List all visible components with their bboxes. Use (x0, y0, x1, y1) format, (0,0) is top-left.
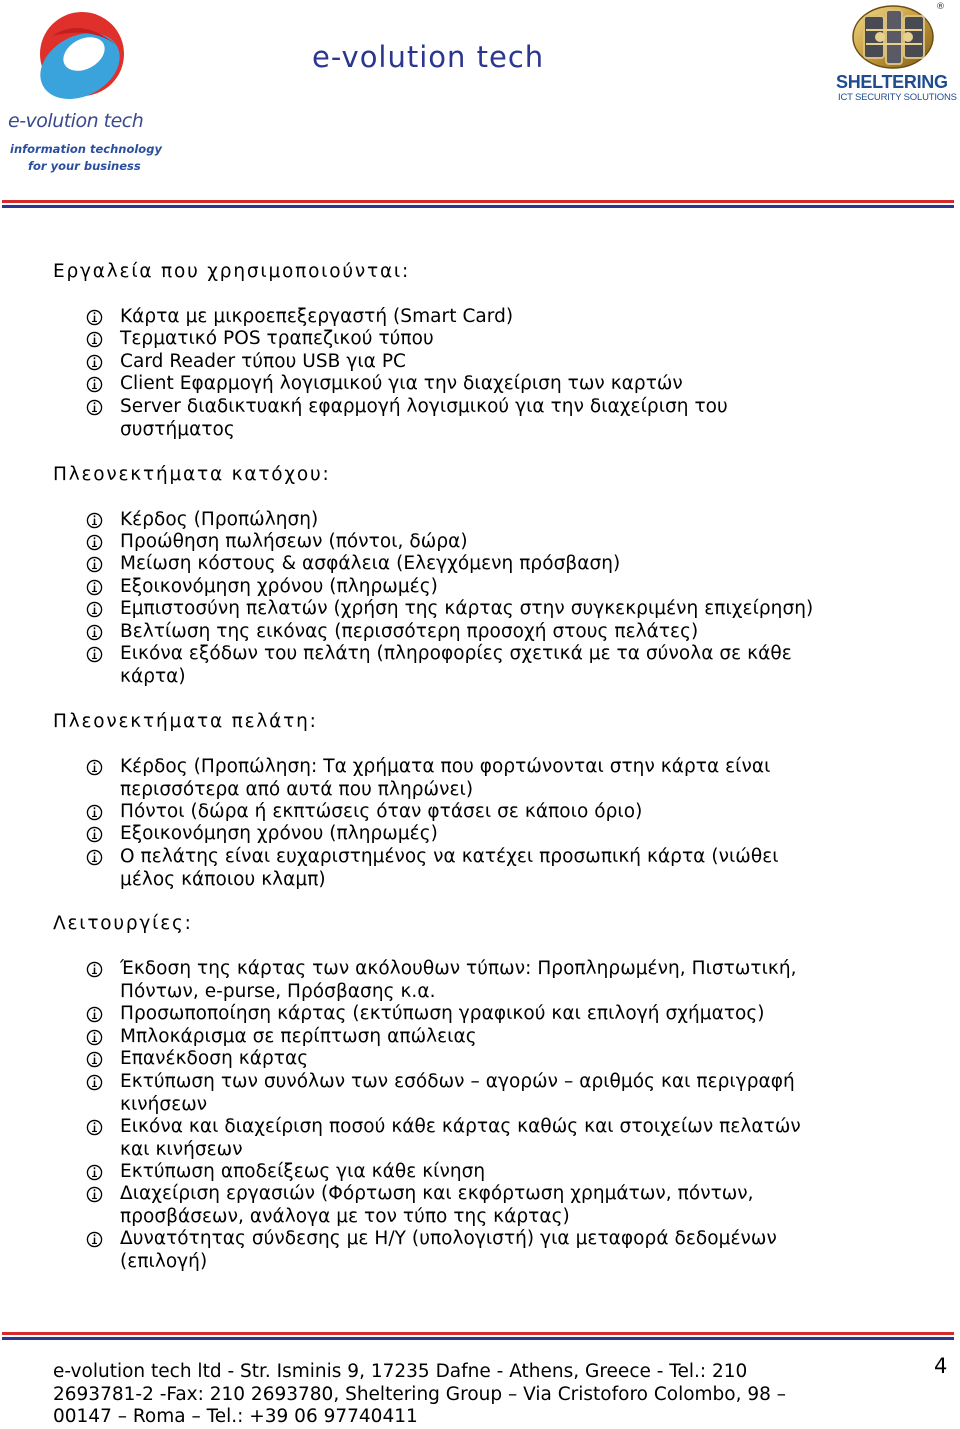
list-item-text: Κέρδος (Προπώληση: Τα χρήματα που φορτώνονται στην κάρτα είναι περισσότερα από αυτά που πληρώνει) (120, 756, 771, 800)
info-circle-icon (86, 376, 103, 393)
info-circle-icon (86, 331, 103, 348)
info-circle-icon (86, 759, 103, 776)
list-item-text: Τερματικό POS τραπεζικού τύπου (120, 328, 434, 349)
logo-brand-text: e-volution tech (8, 110, 144, 132)
sheltering-logo (828, 2, 958, 106)
info-circle-icon (86, 1164, 103, 1181)
list-item-text: Card Reader τύπου USB για PC (120, 351, 407, 372)
info-circle-icon (86, 534, 103, 551)
list-item-text: Client Εφαρμογή λογισμικού για την διαχείριση των καρτών (120, 373, 683, 394)
info-circle-icon (86, 1029, 103, 1046)
info-circle-icon (86, 826, 103, 843)
list-item-text: Βελτίωση της εικόνας (περισσότερη προσοχή στους πελάτες) (120, 621, 699, 642)
list-item-text: Επανέκδοση κάρτας (120, 1048, 309, 1069)
info-circle-icon (86, 849, 103, 866)
registered-mark: ® (936, 2, 945, 12)
info-circle-icon (86, 646, 103, 663)
sheltering-emblem-icon (850, 4, 936, 70)
info-circle-icon (86, 309, 103, 326)
info-circle-icon (86, 354, 103, 371)
list-item-text: Εικόνα εξόδων του πελάτη (πληροφορίες σχετικά με τα σύνολα σε κάθε κάρτα) (120, 643, 792, 687)
list-item-text: Πόντοι (δώρα ή εκπτώσεις όταν φτάσει σε κάποιο όριο) (120, 801, 643, 822)
list-item-text: Προώθηση πωλήσεων (πόντοι, δώρα) (120, 531, 468, 552)
list-item-text: Server διαδικτυακή εφαρμογή λογισμικού για την διαχείριση του συστήματος (120, 396, 728, 440)
section-heading-customer-benefits: Πλεονεκτήματα πελάτη: (53, 711, 318, 732)
header-divider (2, 200, 954, 208)
list-item-text: Κέρδος (Προπώληση) (120, 509, 319, 530)
info-circle-icon (86, 804, 103, 821)
info-circle-icon (86, 1074, 103, 1091)
footer-divider (2, 1332, 954, 1340)
list-item-text: Προσωποποίηση κάρτας (εκτύπωση γραφικού και επιλογή σχήματος) (120, 1003, 765, 1024)
info-circle-icon (86, 1051, 103, 1068)
sheltering-subtitle: ICT SECURITY SOLUTIONS (838, 92, 957, 103)
info-circle-icon (86, 1006, 103, 1023)
header-title: e-volution tech (312, 40, 545, 74)
evolution-globe-icon (32, 6, 132, 106)
evolution-tech-logo (6, 6, 176, 178)
info-circle-icon (86, 1231, 103, 1248)
list-item-text: Εκτύπωση αποδείξεως για κάθε κίνηση (120, 1161, 486, 1182)
info-circle-icon (86, 579, 103, 596)
logo-tagline-1: information technology (10, 142, 162, 156)
page-number: 4 (934, 1354, 948, 1378)
info-circle-icon (86, 556, 103, 573)
info-circle-icon (86, 512, 103, 529)
info-circle-icon (86, 601, 103, 618)
list-item-text: Μείωση κόστους & ασφάλεια (Ελεγχόμενη πρόσβαση) (120, 553, 621, 574)
list-item-text: Εμπιστοσύνη πελατών (χρήση της κάρτας στην συγκεκριμένη επιχείρηση) (120, 598, 814, 619)
list-item-text: Ο πελάτης είναι ευχαριστημένος να κατέχει προσωπική κάρτα (νιώθει μέλος κάποιου κλαμπ) (120, 846, 779, 890)
info-circle-icon (86, 1186, 103, 1203)
list-item-text: Μπλοκάρισμα σε περίπτωση απώλειας (120, 1026, 477, 1047)
list-item-text: Εξοικονόμηση χρόνου (πληρωμές) (120, 823, 438, 844)
info-circle-icon (86, 1119, 103, 1136)
list-item-text: Δυνατότητας σύνδεσης με Η/Υ (υπολογιστή) για μεταφορά δεδομένων (επιλογή) (120, 1228, 777, 1272)
list-item-text: Διαχείριση εργασιών (Φόρτωση και εκφόρτωση χρημάτων, πόντων, προσβάσεων, ανάλογα με τον τύπο της κάρτας) (120, 1183, 754, 1227)
list-item-text: Κάρτα με μικροεπεξεργαστή (Smart Card) (120, 306, 514, 327)
sheltering-name: SHELTERING (836, 72, 948, 92)
logo-tagline-2: for your business (28, 159, 141, 173)
footer-address: e-volution tech ltd - Str. Isminis 9, 17235 Dafne - Athens, Greece - Tel.: 210 2693781-2 -Fax: 210 2693780, Sheltering Group – Via Cristoforo Colombo, 98 – 00147 – Roma – Tel.: +39 06 97740411 (53, 1361, 787, 1427)
section-heading-functions: Λειτουργίες: (53, 913, 193, 934)
info-circle-icon (86, 961, 103, 978)
list-item-text: Εκτύπωση των συνόλων των εσόδων – αγορών – αριθμός και περιγραφή κινήσεων (120, 1071, 795, 1115)
list-item-text: Έκδοση της κάρτας των ακόλουθων τύπων: Προπληρωμένη, Πιστωτική, Πόντων, e-purse, Πρόσβασης κ.α. (120, 958, 797, 1002)
list-item-text: Εικόνα και διαχείριση ποσού κάθε κάρτας καθώς και στοιχείων πελατών και κινήσεων (120, 1116, 801, 1160)
section-heading-holder-benefits: Πλεονεκτήματα κατόχου: (53, 464, 331, 485)
list-item-text: Εξοικονόμηση χρόνου (πληρωμές) (120, 576, 438, 597)
info-circle-icon (86, 624, 103, 641)
info-circle-icon (86, 399, 103, 416)
section-heading-tools: Εργαλεία που χρησιμοποιούνται: (53, 261, 411, 282)
